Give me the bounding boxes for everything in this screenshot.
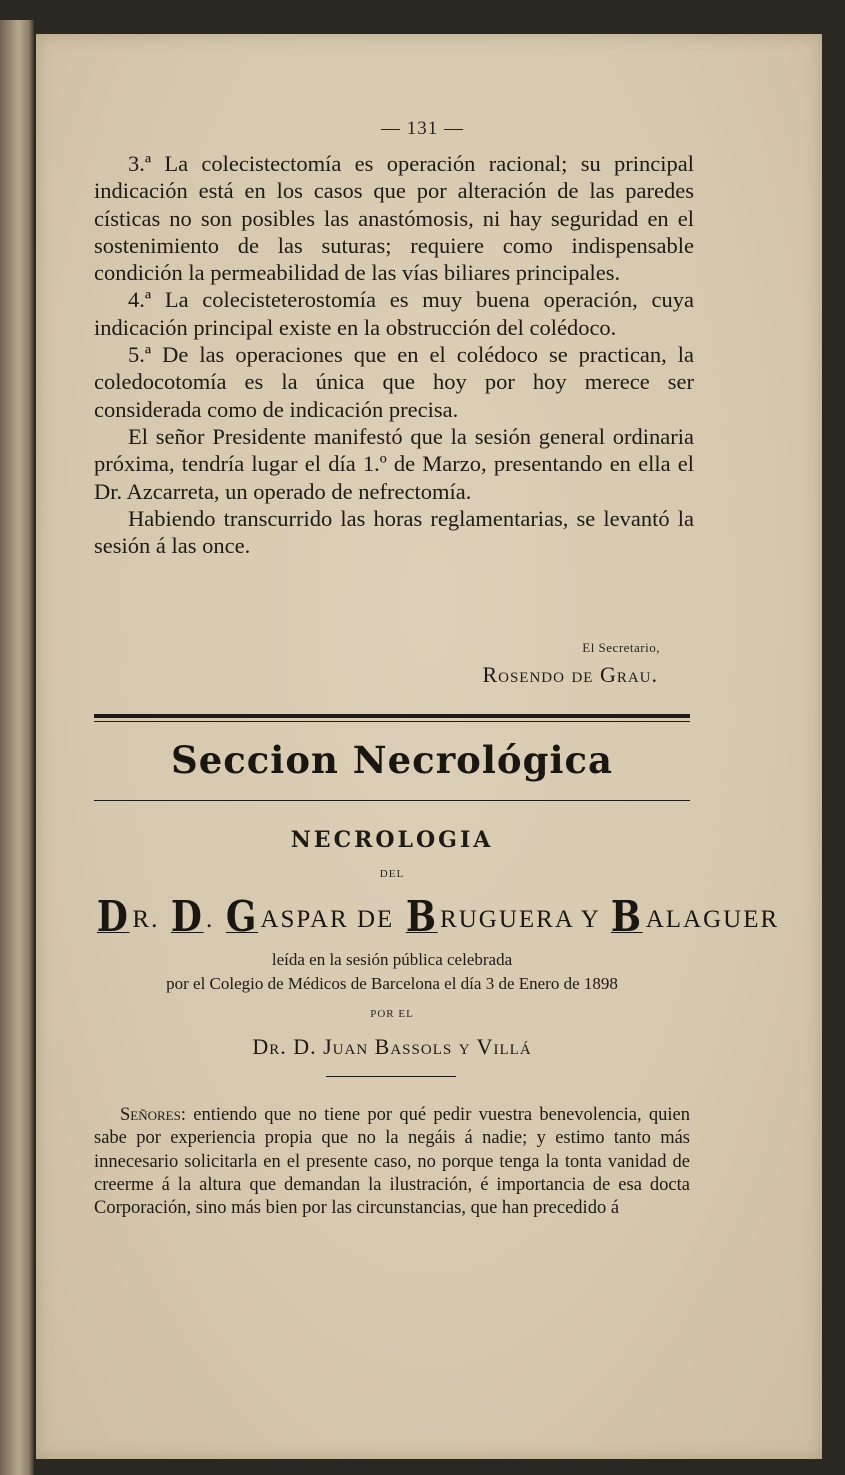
subtitle-line-2: por el Colegio de Médicos de Barcelona el día 3 de Enero de 1898 [166, 974, 618, 993]
divider-short [326, 1076, 456, 1077]
divider-thin-top [94, 721, 690, 722]
speech-text [94, 1104, 690, 1220]
honoree-initial-1: D [96, 892, 130, 941]
signature-title: El Secretario, [582, 640, 660, 655]
page-number: — 131 — [381, 118, 464, 139]
paragraph-5: 5.ª De las operaciones que en el colédoco se practican, la coledocotomía es la única que hoy por hoy merece ser considerada como de indicación precisa. [94, 342, 694, 422]
divider-thick [94, 714, 690, 718]
speech-paragraph [94, 1104, 690, 1220]
honoree-initial-4: B [405, 892, 438, 941]
subtitle-line-1: leída en la sesión pública celebrada [271, 950, 513, 969]
speech-opening: Señores: [120, 1105, 186, 1125]
honoree-initial-2: D [170, 892, 204, 941]
paragraph-president: El señor Presidente manifestó que la sesión general ordinaria próxima, tendría lugar el día 1.º de Marzo, presentando en ella el Dr. Azcarreta, un operado de nefrectomía. [94, 423, 694, 504]
body-text [94, 150, 694, 559]
honoree-text-4: RUGUERA Y [440, 906, 609, 933]
signature-name: Rosendo de Grau. [482, 662, 658, 687]
honoree-text-3: ASPAR DE [260, 906, 403, 933]
book-binding [0, 20, 34, 1475]
divider-thin-bottom [94, 800, 690, 801]
honoree-initial-3: G [225, 892, 258, 941]
del-label: DEL [379, 868, 405, 880]
paragraph-closing: Habiendo transcurrido las horas reglamentarias, se levantó la sesión á las once. [94, 505, 694, 559]
honoree-text-2: . [206, 906, 223, 933]
honoree-initial-5: B [611, 892, 643, 941]
por-el-label: POR EL [370, 1008, 414, 1020]
necrologia-heading: NECROLOGIA [290, 827, 494, 853]
honoree-name [94, 892, 780, 941]
speech-body: entiendo que no tiene por qué pedir vuestra benevolencia, quien sabe por experiencia propia que no la negáis á nadie; y estimo tanto más innecesario solicitarla en el presente caso, no porque tenga la tonta vanidad de creerme á la altura que demandan la ilustración, é importancia de esa docta Corporación, sino más bien por las circunstancias, que han precedido á [94, 1105, 690, 1219]
honoree-text-1: R. [132, 906, 168, 933]
honoree-text-5: ALAGUER [645, 906, 780, 933]
paragraph-3: 3.ª La colecistectomía es operación racional; su principal indicación está en los casos que por alteración de las paredes císticas no son posibles las anastómosis, ni hay seguridad en el sostenimiento de las suturas; requiere como indispensable condición la permeabilidad de las vías biliares principales. [94, 151, 694, 286]
section-title: Seccion Necrológica [170, 738, 614, 782]
paragraph-4: 4.ª La colecisteterostomía es muy buena operación, cuya indicación principal existe en la obstrucción del colédoco. [94, 287, 694, 340]
author-name: Dr. D. Juan Bassols y Villá [252, 1034, 532, 1059]
